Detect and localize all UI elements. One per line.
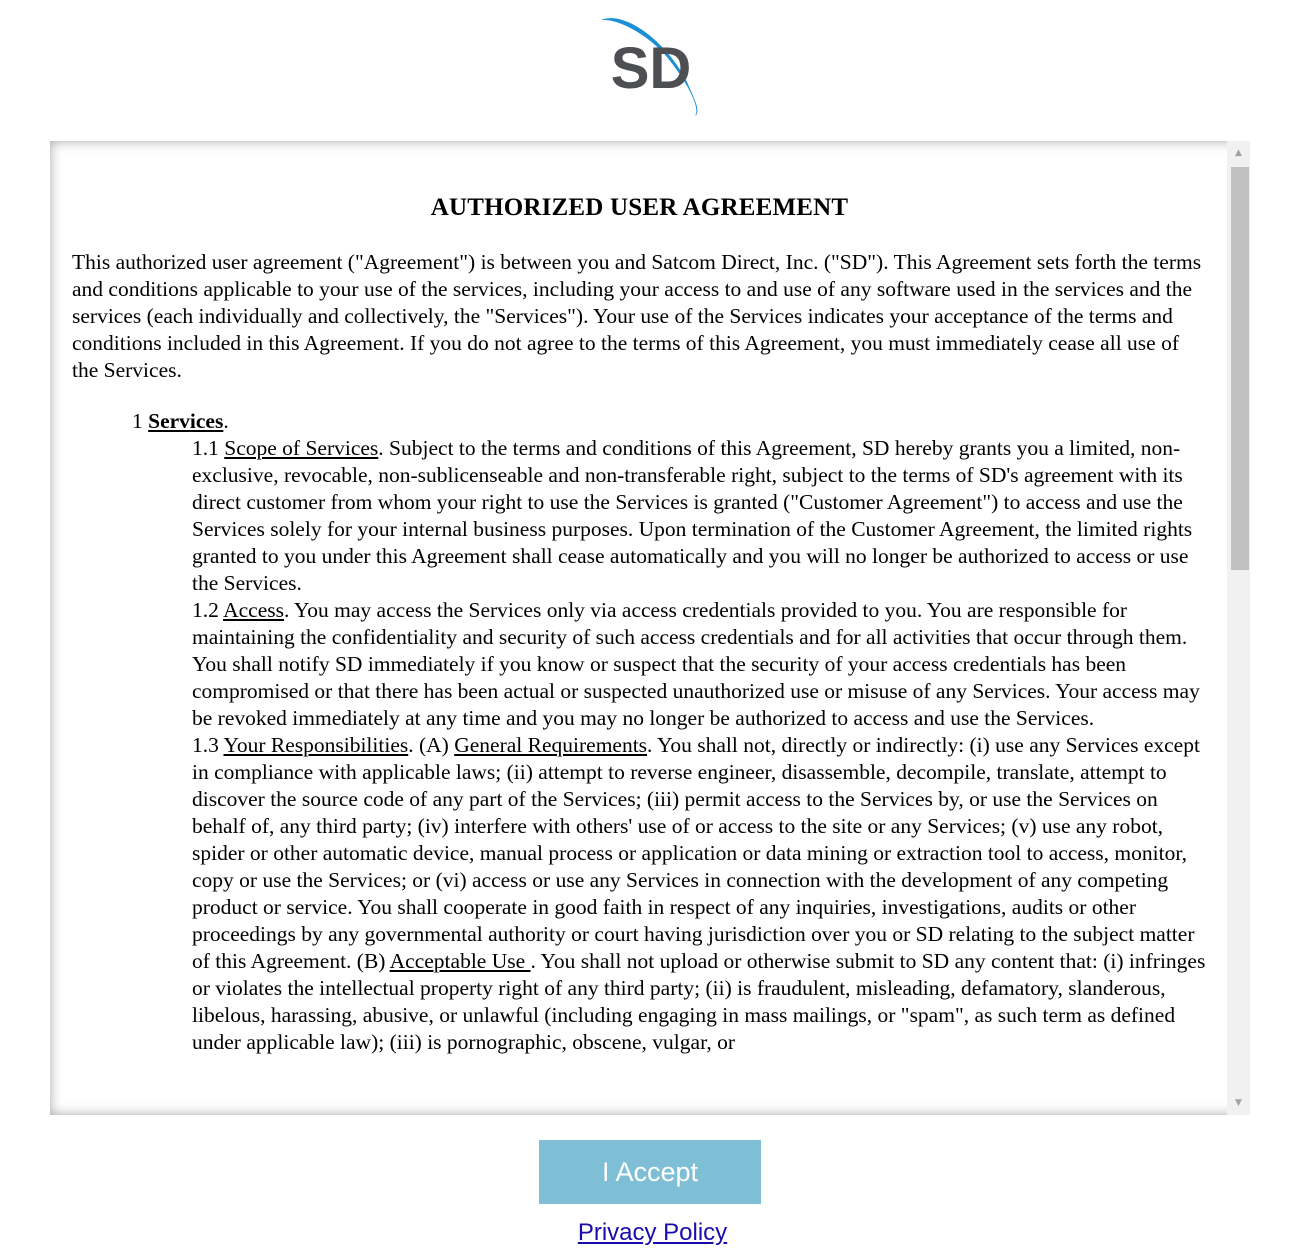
subsection-number: 1.2 bbox=[192, 598, 219, 622]
subsection-text: . You may access the Services only via access credentials provided to you. You are responsible for maintaining the confidentiality and security of such access credentials and for all activities that occur through them. You shall notify SD immediately if you know or suspect that the security of your access credentials has been compromised or that there has been actual or suspected unauthorized use or misuse of any Services. Your access may be revoked immediately at any time and you may no longer be authorized to access and use the Services. bbox=[192, 598, 1200, 730]
vertical-scrollbar[interactable] bbox=[1227, 141, 1250, 1115]
subsection-text: . (A) bbox=[408, 733, 455, 757]
section-1 bbox=[132, 408, 1207, 1056]
privacy-policy-link[interactable]: Privacy Policy bbox=[577, 1219, 728, 1246]
logo-text: SD bbox=[610, 36, 692, 101]
subsection-number: 1.1 bbox=[192, 436, 219, 460]
subsection-title: Access bbox=[223, 598, 284, 622]
subsection-title: Scope of Services bbox=[224, 436, 379, 460]
sd-logo bbox=[597, 12, 705, 120]
agreement-content bbox=[72, 193, 1207, 1056]
sd-logo-graphic bbox=[597, 12, 705, 120]
section-title: Services bbox=[148, 409, 224, 433]
subsection-number: 1.3 bbox=[192, 733, 219, 757]
subsection-1-1 bbox=[192, 435, 1207, 597]
subsection-title: Your Responsibilities bbox=[223, 733, 409, 757]
agreement-intro: This authorized user agreement ("Agreement") is between you and Satcom Direct, Inc. ("SD"). This Agreement sets forth the terms and conditions applicable to your use of the services, including your access to and use of any software used in the services and the services (each individually and collectively, the "Services"). Your use of the Services indicates your acceptance of the terms and conditions included in this Agreement. If you do not agree to the terms of this Agreement, you must immediately cease all use of the Services. bbox=[72, 250, 1202, 382]
section-1-subsections bbox=[192, 435, 1207, 1056]
agreement-title: AUTHORIZED USER AGREEMENT bbox=[430, 194, 849, 221]
accept-button[interactable]: I Accept bbox=[539, 1140, 761, 1204]
clause-a-text: . You shall not, directly or indirectly: (i) use any Services except in compliance with applicable laws; (ii) attempt to reverse engineer, disassemble, decompile, translate, attempt to discover the source code of any part of the Services; (iii) permit access to the Services by, or use the Services on behalf of, any third party; (iv) interfere with others' use of or access to the site or any Services; (v) use any robot, spider or other automatic device, manual process or application or data mining or extraction tool to access, monitor, copy or use the Services; or (vi) access or use any Services in connection with the development of any competing product or service. You shall cooperate in good faith in respect of any inquiries, investigations, audits or other proceedings by any governmental authority or court having jurisdiction over you or SD relating to the subject matter of this Agreement. (B) bbox=[192, 733, 1200, 973]
clause-a-title: General Requirements bbox=[454, 733, 648, 757]
subsection-text: . Subject to the terms and conditions of this Agreement, SD hereby grants you a limited, non-exclusive, revocable, non-sublicenseable and non-transferable right, subject to the terms of SD's agreement with its direct customer from whom your right to use the Services is granted ("Customer Agreement") to access and use the Services solely for your internal business purposes. Upon termination of the Customer Agreement, the limited rights granted to you under this Agreement shall cease automatically and you will no longer be authorized to access or use the Services. bbox=[192, 436, 1193, 595]
scroll-down-arrow-icon[interactable]: ▼ bbox=[1235, 1098, 1242, 1108]
section-1-heading: 1 Services. bbox=[132, 409, 229, 433]
section-number: 1 bbox=[132, 409, 143, 433]
subsection-1-3 bbox=[192, 732, 1207, 1056]
clause-b-title: Acceptable Use bbox=[389, 949, 531, 973]
scroll-thumb[interactable] bbox=[1231, 167, 1249, 570]
scroll-up-arrow-icon[interactable]: ▲ bbox=[1235, 148, 1242, 158]
subsection-1-2 bbox=[192, 597, 1207, 732]
agreement-scroll-panel[interactable] bbox=[50, 141, 1250, 1115]
privacy-policy-container bbox=[0, 1218, 1305, 1248]
clause-b-text: . You shall not upload or otherwise submit to SD any content that: (i) infringes or violates the intellectual property right of any third party; (ii) is fraudulent, misleading, defamatory, slanderous, libelous, harassing, abusive, or unlawful (including engaging in mass mailings, or "spam", as such term as defined under applicable law); (iii) is pornographic, obscene, vulgar, or bbox=[192, 949, 1206, 1054]
